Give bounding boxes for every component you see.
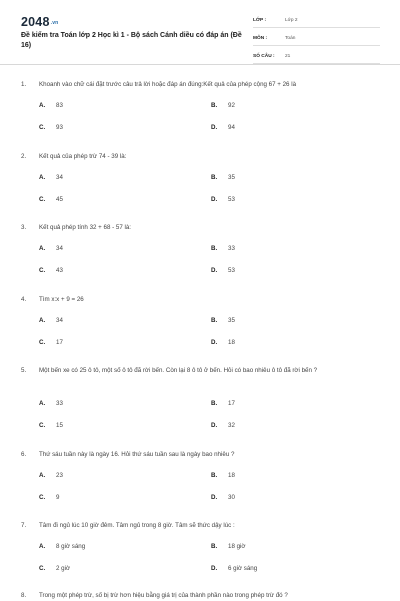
question-item <box>20 365 380 429</box>
option-value: 83 <box>56 102 63 109</box>
option-value: 9 <box>56 494 60 501</box>
question-number: 6. <box>21 451 27 458</box>
question-number: 2. <box>21 153 27 160</box>
question-item <box>20 79 380 131</box>
option-letter: A. <box>39 317 46 324</box>
answer-option-a[interactable] <box>39 102 63 109</box>
option-value: 18 <box>228 339 235 346</box>
question-item <box>20 222 380 274</box>
meta-key: SỐ CÂU : <box>253 53 275 59</box>
option-value: 45 <box>56 196 63 203</box>
option-value: 17 <box>56 339 63 346</box>
option-letter: A. <box>39 102 46 109</box>
question-text: Khoanh vào chữ cái đặt trước câu trả lời hoặc đáp án đúng:Kết quả của phép cộng 67 + 26 là <box>39 81 297 88</box>
answer-option-c[interactable] <box>39 267 63 274</box>
answer-option-a[interactable] <box>39 472 63 479</box>
option-value: 92 <box>228 102 235 109</box>
option-letter: B. <box>211 400 218 407</box>
option-value: 6 giờ sáng <box>228 565 258 572</box>
option-value: 34 <box>56 174 63 181</box>
answer-option-b[interactable] <box>211 102 235 109</box>
option-value: 8 giờ sáng <box>56 543 86 550</box>
question-stem <box>20 365 380 376</box>
question-item <box>20 294 380 346</box>
option-letter: A. <box>39 543 46 550</box>
meta-row-subject <box>253 31 380 46</box>
meta-info <box>253 13 380 67</box>
question-text: Kết quả phép tính 32 + 68 - 57 là: <box>39 224 132 231</box>
question-stem <box>20 449 380 460</box>
option-letter: C. <box>39 124 46 131</box>
option-value: 35 <box>228 317 235 324</box>
logo-suffix: .vn <box>50 19 59 26</box>
question-item <box>20 520 380 572</box>
option-letter: C. <box>39 267 46 274</box>
option-value: 18 <box>228 472 235 479</box>
answer-option-b[interactable] <box>211 317 235 324</box>
question-item <box>20 151 380 203</box>
option-value: 32 <box>228 422 235 429</box>
answer-option-a[interactable] <box>39 543 85 550</box>
answer-option-c[interactable] <box>39 124 63 131</box>
option-letter: D. <box>211 196 218 203</box>
question-stem <box>20 294 380 305</box>
question-item <box>20 590 380 601</box>
document-title: Đề kiểm tra Toán lớp 2 Học kì 1 - Bộ sách Cánh diều có đáp án (Đề 16) <box>21 32 242 49</box>
answer-option-d[interactable] <box>211 339 235 346</box>
answer-option-a[interactable] <box>39 174 63 181</box>
answer-option-d[interactable] <box>211 124 235 131</box>
question-number: 1. <box>21 81 27 88</box>
answer-option-c[interactable] <box>39 565 70 572</box>
option-letter: C. <box>39 339 46 346</box>
question-item <box>20 449 380 501</box>
option-letter: A. <box>39 400 46 407</box>
option-letter: B. <box>211 245 218 252</box>
option-letter: D. <box>211 267 218 274</box>
answer-option-b[interactable] <box>211 245 235 252</box>
answer-option-c[interactable] <box>39 494 59 501</box>
option-value: 33 <box>228 245 235 252</box>
option-letter: B. <box>211 102 218 109</box>
option-value: 53 <box>228 267 235 274</box>
question-number: 8. <box>21 592 27 599</box>
option-value: 34 <box>56 317 63 324</box>
option-letter: A. <box>39 472 46 479</box>
meta-key: MÔN : <box>253 35 268 41</box>
meta-value: Toán <box>285 35 296 41</box>
answer-option-d[interactable] <box>211 494 235 501</box>
option-letter: A. <box>39 245 46 252</box>
option-value: 94 <box>228 124 235 131</box>
question-stem <box>20 151 380 162</box>
option-letter: B. <box>211 174 218 181</box>
meta-value: 21 <box>285 53 291 59</box>
option-letter: C. <box>39 494 46 501</box>
question-text: Tìm x:x + 9 = 26 <box>39 296 84 303</box>
question-text: Một bến xe có 25 ô tô, một số ô tô đã rời bến. Còn lại 8 ô tô ở bến. Hỏi có bao nhiêu ô tô đã rời bến ? <box>39 367 318 374</box>
option-value: 2 giờ <box>56 565 71 572</box>
option-letter: A. <box>39 174 46 181</box>
answer-option-d[interactable] <box>211 565 257 572</box>
meta-row-class <box>253 13 380 28</box>
answer-option-a[interactable] <box>39 317 63 324</box>
option-letter: C. <box>39 196 46 203</box>
question-text: Thứ sáu tuần này là ngày 16. Hỏi thứ sáu tuần sau là ngày bao nhiêu ? <box>39 451 235 458</box>
question-stem <box>20 222 380 233</box>
question-stem <box>20 590 380 601</box>
question-number: 7. <box>21 522 27 529</box>
question-text: Trong một phép trừ, số bị trừ hơn hiệu bằng giá trị của thành phần nào trong phép trừ đó ? <box>39 592 288 599</box>
answer-option-c[interactable] <box>39 422 63 429</box>
option-letter: B. <box>211 317 218 324</box>
answer-option-d[interactable] <box>211 196 235 203</box>
option-value: 30 <box>228 494 235 501</box>
option-value: 93 <box>56 124 63 131</box>
option-letter: D. <box>211 565 218 572</box>
answer-option-b[interactable] <box>211 472 235 479</box>
option-letter: B. <box>211 543 218 550</box>
question-text: Kết quả của phép trừ 74 - 39 là: <box>39 153 127 160</box>
question-number: 3. <box>21 224 27 231</box>
option-value: 17 <box>228 400 235 407</box>
answer-option-b[interactable] <box>211 543 245 550</box>
answer-option-b[interactable] <box>211 174 235 181</box>
logo-text: 2048 <box>21 15 50 29</box>
option-letter: C. <box>39 422 46 429</box>
option-value: 18 giờ <box>228 543 246 550</box>
question-number: 5. <box>21 367 27 374</box>
answer-option-d[interactable] <box>211 267 235 274</box>
option-value: 33 <box>56 400 63 407</box>
question-stem <box>20 79 380 90</box>
option-value: 43 <box>56 267 63 274</box>
option-letter: D. <box>211 339 218 346</box>
answer-option-b[interactable] <box>211 400 235 407</box>
answer-option-c[interactable] <box>39 339 63 346</box>
option-letter: D. <box>211 422 218 429</box>
meta-value: Lớp 2 <box>285 17 298 23</box>
option-letter: C. <box>39 565 46 572</box>
answer-option-a[interactable] <box>39 400 63 407</box>
option-letter: D. <box>211 494 218 501</box>
site-logo[interactable] <box>21 15 58 29</box>
answer-option-c[interactable] <box>39 196 63 203</box>
question-text: Tâm đi ngủ lúc 10 giờ đêm. Tâm ngủ trong 8 giờ. Tâm sẽ thức dậy lúc : <box>39 522 235 529</box>
option-value: 35 <box>228 174 235 181</box>
option-value: 53 <box>228 196 235 203</box>
option-value: 15 <box>56 422 63 429</box>
question-stem <box>20 520 380 531</box>
meta-key: LỚP : <box>253 17 267 23</box>
answer-option-a[interactable] <box>39 245 63 252</box>
option-letter: B. <box>211 472 218 479</box>
question-number: 4. <box>21 296 27 303</box>
meta-row-count <box>253 49 380 64</box>
page-header <box>0 0 400 65</box>
option-letter: D. <box>211 124 218 131</box>
option-value: 23 <box>56 472 63 479</box>
option-value: 34 <box>56 245 63 252</box>
answer-option-d[interactable] <box>211 422 235 429</box>
